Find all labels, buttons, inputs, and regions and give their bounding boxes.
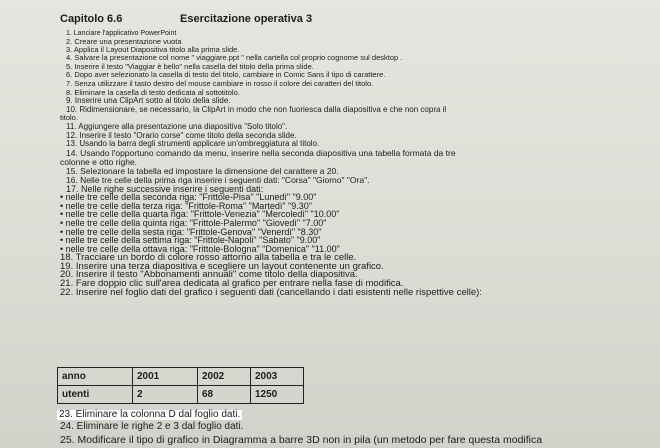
instruction-line: 10. Ridimensionare, se necessario, la ClipArt in modo che non fuoriesca dalla diapositiva e che non copra il (66, 105, 447, 114)
exercise-title: Esercitazione operativa 3 (180, 13, 313, 25)
instruction-line: 21. Fare doppio clic sull'area dedicata al grafico per entrare nella fase di modifica. (60, 278, 404, 289)
instruction-line: 17. Nelle righe successive inserire i seguenti dati: (66, 184, 264, 194)
instruction-line: 23. Eliminare la colonna D dal foglio dati. (59, 409, 241, 420)
bullet-item: • nelle tre celle della terza riga: "Frittole-Roma" "Martedì" "9.30" (60, 202, 312, 211)
instruction-line: colonne e otto righe. (60, 157, 138, 167)
instruction-line: 9. Inserire una ClipArt sotto al titolo della slide. (66, 96, 231, 105)
table-cell: 2 (133, 386, 198, 404)
instruction-line: 3. Applica il Layout Diapositiva titolo alla prima slide. (66, 45, 240, 54)
table-cell: 2002 (198, 368, 251, 386)
instruction-line: 2. Creare una presentazione vuota (66, 37, 182, 46)
instruction-line: 12. Inserire il testo "Orario corse" come titolo della seconda slide. (66, 131, 297, 140)
instruction-line: 22. Inserire nel foglio dati del grafico i seguenti dati (cancellando i dati esistenti nelle rispettive celle): (60, 287, 482, 298)
data-table (57, 367, 304, 404)
bullet-item: • nelle tre celle della sesta riga: "Frittole-Genova" "Venerdì" "8.30" (60, 228, 321, 237)
bullet-item: • nelle tre celle della ottava riga: "Frittole-Bologna" "Domenica" "11.00" (60, 245, 340, 254)
bullet-item: • nelle tre celle della seconda riga: "Frittole-Pisa" "Lunedì" "9.00" (60, 193, 316, 202)
instruction-line: 5. Inserire il testo "Viaggiar è bello" nella casella del titolo della prima slide. (66, 62, 314, 71)
instruction-line: 11. Aggiungere alla presentazione una diapositiva "Solo titolo". (66, 122, 288, 131)
bullet-item: • nelle tre celle della quarta riga: "Frittole-Venezia" "Mercoledì" "10.00" (60, 210, 339, 219)
bullet-item: • nelle tre celle della settima riga: "Frittole-Napoli" "Sabato" "9.00" (60, 236, 320, 245)
instruction-line: 19. Inserire una terza diapositiva e scegliere un layout contenente un grafico. (60, 261, 384, 272)
instruction-line: 24. Eliminare le righe 2 e 3 dal foglio dati. (60, 421, 244, 432)
table-cell: 68 (198, 386, 251, 404)
table-cell: 2001 (133, 368, 198, 386)
instruction-line: 14. Usando l'opportuno comando da menu, inserire nella seconda diapositiva una tabella formata da tre (66, 148, 456, 158)
instruction-line: 8. Eliminare la casella di testo dedicata al sottotitolo. (66, 88, 240, 97)
table-cell: 1250 (251, 386, 304, 404)
table-row (58, 368, 304, 386)
table-cell: 2003 (251, 368, 304, 386)
table-row (58, 386, 304, 404)
instruction-line: titolo. (60, 113, 78, 122)
table-cell: anno (58, 368, 133, 386)
instruction-line: 7. Senza utilizzare il tasto destro del mouse cambiare in rosso il colore dei caratteri del titolo. (66, 79, 374, 88)
bullet-item: • nelle tre celle della quinta riga: "Frittole-Palermo" "Giovedì" "7.00" (60, 219, 326, 228)
instruction-line: 4. Salvare la presentazione col nome " viaggiare.ppt " nella cartella col proprio cognome sul desktop . (66, 53, 403, 62)
instruction-line: 18. Tracciare un bordo di colore rosso attorno alla tabella e tra le celle. (60, 252, 357, 263)
table-cell: utenti (58, 386, 133, 404)
instruction-line: 20. Inserire il testo "Abbonamenti annuali" come titolo della diapositiva. (60, 269, 358, 280)
instruction-line: 1. Lanciare l'applicativo PowerPoint (66, 30, 177, 37)
instruction-line: 15. Selezionare la tabella ed impostare la dimensione del carattere a 20. (66, 166, 339, 176)
instruction-line: 6. Dopo aver selezionato la casella di testo del titolo, cambiare in Comic Sans il tipo di carattere. (66, 70, 386, 79)
instruction-line: 25. Modificare il tipo di grafico in Diagramma a barre 3D non in pila (un metodo per fare questa modifica (60, 434, 543, 446)
instruction-line: 13. Usando la barra degli strumenti applicare un'ombreggiatura al titolo. (66, 139, 320, 148)
instruction-line: 16. Nelle tre celle della prima riga inserire i seguenti dati: "Corsa" "Giorno" "Ora". (66, 175, 370, 185)
chapter-label: Capitolo 6.6 (60, 13, 123, 25)
